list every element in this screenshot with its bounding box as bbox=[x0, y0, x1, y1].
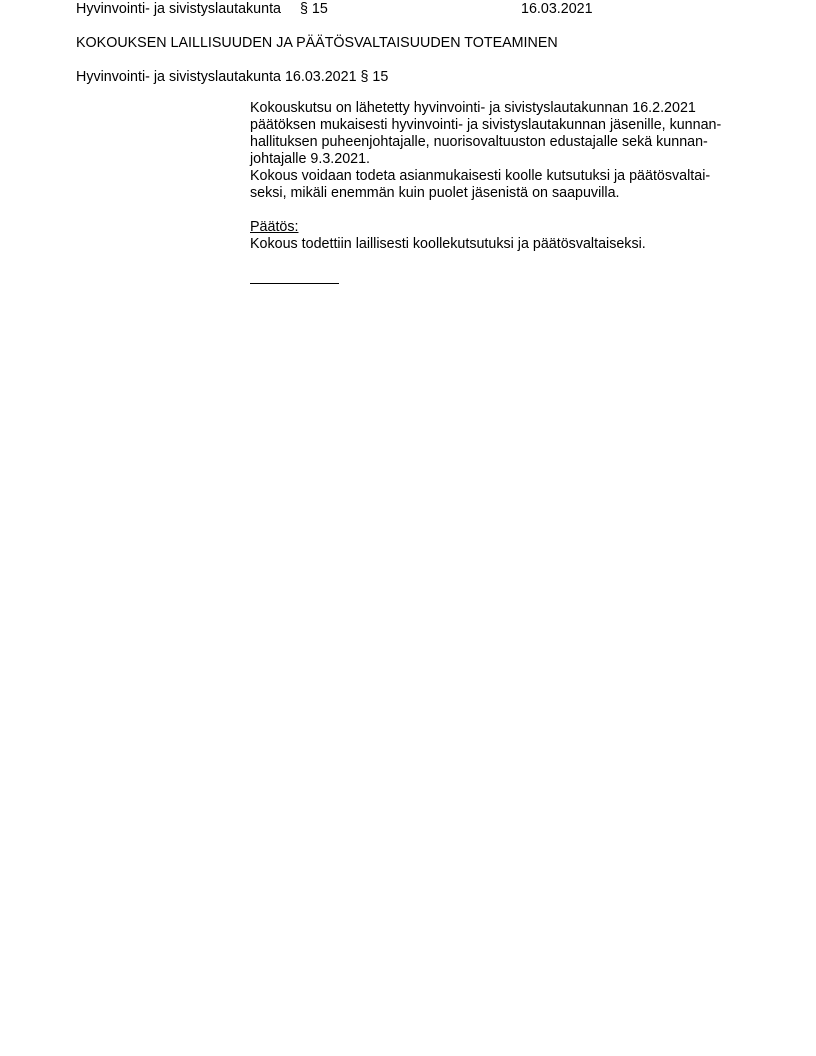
header-board-name: Hyvinvointi- ja sivistyslautakunta bbox=[76, 1, 282, 17]
body-line: Kokous voidaan todeta asianmukaisesti koolle kutsutuksi ja päätösvaltai- bbox=[250, 168, 711, 184]
body-line: Kokouskutsu on lähetetty hyvinvointi- ja sivistyslautakunnan 16.2.2021 bbox=[250, 100, 696, 116]
body-line: hallituksen puheenjohtajalle, nuorisovaltuuston edustajalle sekä kunnan- bbox=[250, 134, 708, 150]
body-line: johtajalle 9.3.2021. bbox=[250, 151, 371, 167]
item-body bbox=[250, 100, 750, 284]
decision-label: Päätös: bbox=[250, 219, 299, 235]
header-section-number: § 15 bbox=[300, 1, 328, 17]
body-line: päätöksen mukaisesti hyvinvointi- ja sivistyslautakunnan jäsenille, kunnan- bbox=[250, 117, 722, 133]
header-date: 16.03.2021 bbox=[521, 1, 593, 17]
decision-section bbox=[250, 219, 750, 253]
body-line: seksi, mikäli enemmän kuin puolet jäsenistä on saapuvilla. bbox=[250, 185, 620, 201]
decision-text: Kokous todettiin laillisesti koollekutsutuksi ja päätösvaltaiseksi. bbox=[250, 236, 646, 252]
presentation-text bbox=[250, 100, 750, 202]
paragraph-spacer bbox=[250, 202, 750, 219]
agenda-item-title: KOKOUKSEN LAILLISUUDEN JA PÄÄTÖSVALTAISUUDEN TOTEAMINEN bbox=[76, 35, 558, 51]
end-rule bbox=[250, 270, 339, 284]
page-header bbox=[0, 0, 816, 18]
meeting-reference: Hyvinvointi- ja sivistyslautakunta 16.03.2021 § 15 bbox=[76, 69, 389, 85]
